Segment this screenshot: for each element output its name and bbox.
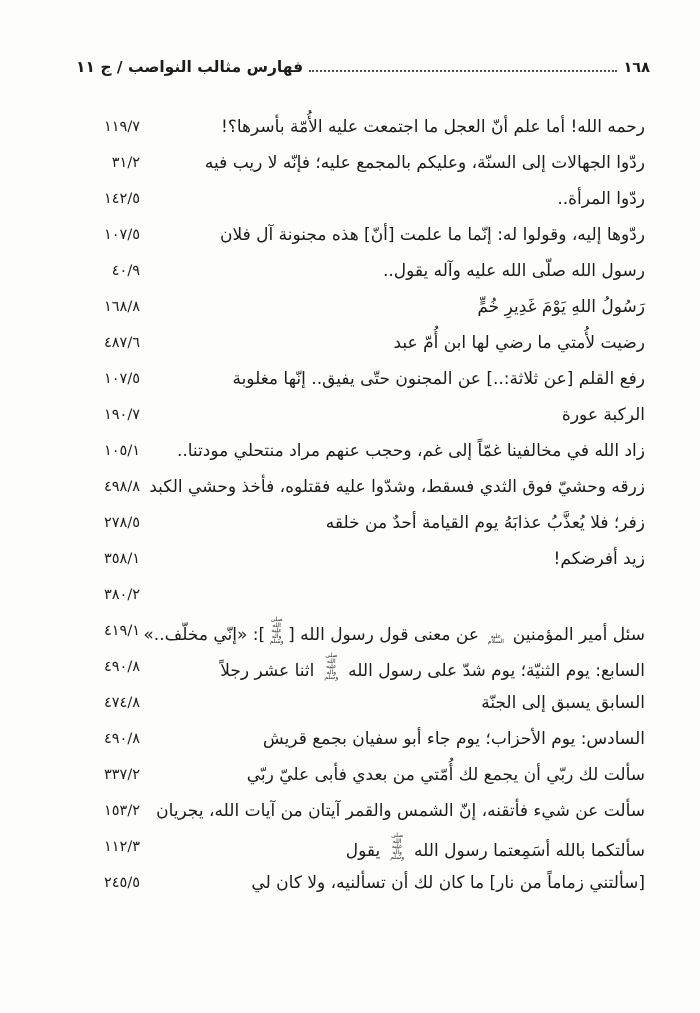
entry-text: رَسُولُ اللهِ يَوْمَ غَدِيرِ خُمٍّ (477, 297, 645, 317)
index-entry (88, 253, 645, 289)
entry-ref: ١١٢/٣ (103, 839, 140, 855)
entry-text: ردّوها إليه، وقولوا له: إنّما ما علمت [أنّ] هذه مجنونة آل فلان (219, 225, 645, 245)
index-entry (88, 181, 645, 217)
entry-ref: ١٦٨/٨ (103, 299, 140, 315)
entry-text: السابع: يوم الثنيّة؛ يوم شدّ على رسول الله صلى الله عليه وآله وسلم اثنا عشر رجلاً (220, 652, 645, 681)
entry-text: [سألتني زماماً من نار] ما كان لك أن تسألنيه، ولا كان لي (251, 873, 645, 893)
header-title: فهارس مثالب النواصب / ج ١١ (76, 58, 304, 76)
running-header (76, 58, 650, 76)
index-entry (88, 109, 645, 145)
index-entry (88, 793, 645, 829)
entry-ref: ٣١/٢ (111, 155, 140, 171)
index-entry (88, 829, 645, 865)
index-entry (88, 361, 645, 397)
entry-ref: ١٥٣/٢ (103, 803, 140, 819)
page-number: ١٦٨ (623, 60, 650, 76)
entry-text: سألت عن شيء فأتقنه، إنّ الشمس والقمر آيتان من آيات الله، يجريان (156, 801, 645, 821)
index-entry (88, 397, 645, 433)
honorific-mark: صلى الله عليه وآله وسلم (324, 652, 339, 681)
entry-text: رفع القلم [عن ثلاثة:..] عن المجنون حتّى يفيق.. إنّها مغلوبة (232, 369, 645, 389)
entry-ref: ٤١٩/١ (103, 623, 140, 639)
entry-ref: ٣٥٨/١ (103, 551, 140, 567)
entry-ref: ٤٩٠/٨ (103, 659, 140, 675)
entry-text: ردّوا الجهالات إلى السنّة، وعليكم بالمجمع عليه؛ فإنّه لا ريب فيه (204, 153, 645, 173)
entry-text: سألتكما بالله أسَمِعتما رسول الله صلى الله عليه وآله وسلم يقول (345, 832, 645, 861)
entry-ref: ٤٨٧/٦ (103, 335, 140, 351)
index-entry (88, 613, 645, 649)
entry-ref: ٣٨٠/٢ (103, 587, 140, 603)
entry-text: رسول الله صلّى الله عليه وآله يقول.. (382, 261, 645, 281)
index-entry (88, 325, 645, 361)
honorific-mark: صلى الله عليه وآله وسلم (269, 616, 284, 645)
entry-text: رحمه الله! أما علم أنّ العجل ما اجتمعت عليه الأُمّة بأسرها؟! (221, 117, 645, 137)
index-entry (88, 505, 645, 541)
entry-ref: ٤٠/٩ (111, 263, 140, 279)
entry-text: رضيت لأُمتي ما رضي لها ابن أُمّ عبد (393, 333, 645, 353)
index-entry (88, 685, 645, 721)
index-entry (88, 757, 645, 793)
entry-text: سئل أمير المؤمنين عليه السلام عن معنى قول رسول الله [صلى الله عليه وآله وسلم]: «إنّي مخلّف..» (143, 616, 645, 645)
entries-list (88, 109, 645, 901)
entry-ref: ٢٤٥/٥ (103, 875, 140, 891)
entry-ref: ١١٩/٧ (103, 119, 140, 135)
index-entry (88, 577, 645, 613)
index-entry (88, 289, 645, 325)
honorific-mark: صلى الله عليه وآله وسلم (390, 832, 405, 861)
entry-text: السابق يسبق إلى الجنّة (481, 693, 645, 713)
index-entry (88, 433, 645, 469)
entry-text: الركبة عورة (561, 405, 645, 425)
entry-text: زرقه وحشيّ فوق الثدي فسقط، وشدّوا عليه فقتلوه، فأخذ وحشي الكبد (149, 477, 645, 497)
honorific-mark: عليه السلام (487, 632, 504, 645)
index-entry (88, 721, 645, 757)
entry-ref: ٤٧٤/٨ (103, 695, 140, 711)
entry-text: زفر؛ فلا يُعذَّبُ عذابَهُ يوم القيامة أحدٌ من خلقه (325, 513, 645, 533)
index-entry (88, 217, 645, 253)
entry-ref: ١٤٢/٥ (103, 191, 140, 207)
entry-ref: ٣٣٧/٢ (103, 767, 140, 783)
entry-ref: ٤٩٨/٨ (103, 479, 140, 495)
entry-ref: ٢٧٨/٥ (103, 515, 140, 531)
entry-text: ردّوا المرأة.. (557, 189, 645, 209)
entry-ref: ١٠٥/١ (103, 443, 140, 459)
entry-text: زاد الله في مخالفينا غمّاً إلى غم، وحجب عنهم مراد منتحلي مودتنا.. (176, 441, 645, 461)
entry-text: سألت لك ربّي أن يجمع لك أُمّتي من بعدي فأبى عليّ ربّي (246, 765, 645, 785)
entry-ref: ١٠٧/٥ (103, 227, 140, 243)
index-entry (88, 865, 645, 901)
entry-ref: ٤٩٠/٨ (103, 731, 140, 747)
index-entry (88, 469, 645, 505)
index-entry (88, 145, 645, 181)
entry-ref: ١٠٧/٥ (103, 371, 140, 387)
entry-text: زيد أفرضكم! (553, 549, 645, 569)
entry-ref: ١٩٠/٧ (103, 407, 140, 423)
dotted-leader (309, 70, 617, 72)
index-entry (88, 649, 645, 685)
entry-text: السادس: يوم الأحزاب؛ يوم جاء أبو سفيان بجمع قريش (262, 729, 645, 749)
index-entry (88, 541, 645, 577)
